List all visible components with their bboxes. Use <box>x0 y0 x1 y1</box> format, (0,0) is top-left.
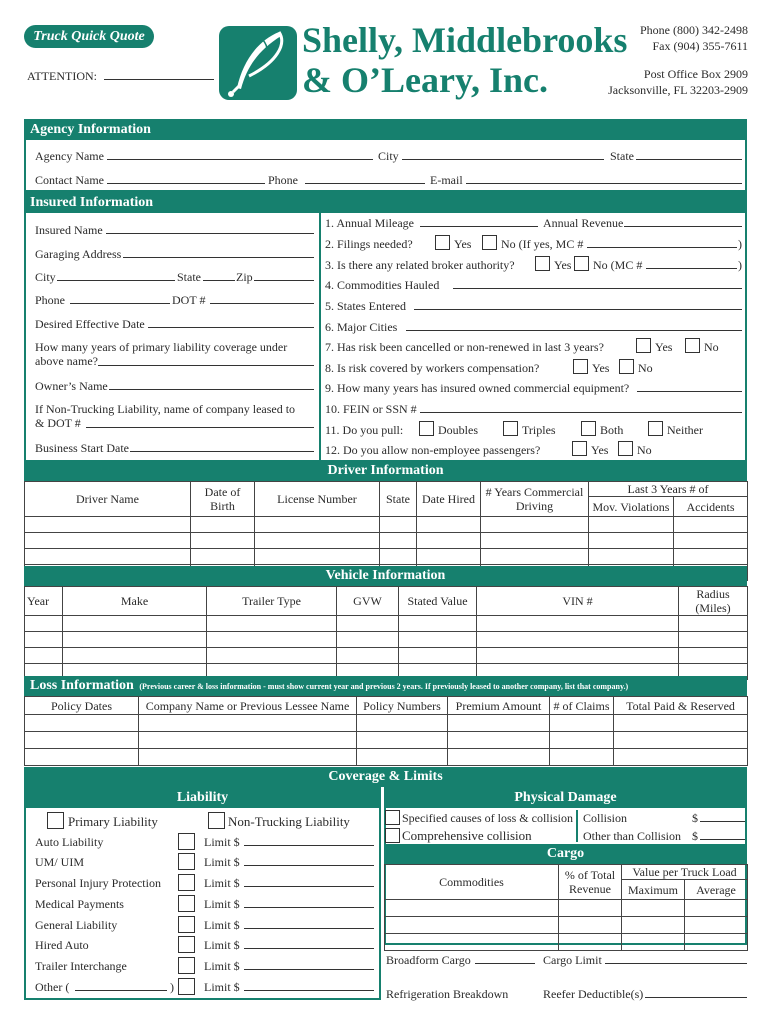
loss-table <box>24 696 748 766</box>
q9-field[interactable] <box>637 391 742 392</box>
q3-label: 3. Is there any related broker authority? <box>325 258 515 272</box>
general-liability-limit-field[interactable] <box>244 928 374 929</box>
loss-col-dates: Policy Dates <box>25 697 139 715</box>
agency-name-label: Agency Name <box>35 149 104 163</box>
insured-name-label: Insured Name <box>35 223 103 237</box>
other-field[interactable] <box>75 990 167 991</box>
insured-city-label: City <box>35 270 56 284</box>
cargo-col-value: Value per Truck Load <box>622 865 748 880</box>
agency-phone-label: Phone <box>268 173 298 187</box>
broadform-label: Broadform Cargo <box>386 953 471 967</box>
table-row[interactable] <box>25 749 748 766</box>
insured-title-bar: Insured Information <box>24 193 747 213</box>
q11-doubles-checkbox[interactable] <box>419 421 434 436</box>
vehicle-table <box>24 586 748 680</box>
driver-title-bar: Driver Information <box>24 461 747 481</box>
loss-col-premium: Premium Amount <box>448 697 550 715</box>
table-row[interactable] <box>25 732 748 749</box>
insured-city-field[interactable] <box>57 280 175 281</box>
driver-col-last3: Last 3 Years # of <box>589 482 748 497</box>
q8-no-checkbox[interactable] <box>619 359 634 374</box>
coverage-title-bar: Coverage & Limits <box>24 767 747 787</box>
auto-liability-limit-label: Limit $ <box>204 835 240 849</box>
other-limit-label: Limit $ <box>204 980 240 994</box>
quote-badge: Truck Quick Quote <box>24 25 154 48</box>
q8-yes-checkbox[interactable] <box>573 359 588 374</box>
agency-title-bar: Agency Information <box>24 120 747 140</box>
driver-col-hired: Date Hired <box>417 482 481 517</box>
pip-limit-field[interactable] <box>244 886 374 887</box>
q12-yes-label: Yes <box>591 443 609 457</box>
q1-label: 1. Annual Mileage <box>325 216 414 230</box>
pip-limit-label: Limit $ <box>204 876 240 890</box>
trailer-interchange-limit-field[interactable] <box>244 969 374 970</box>
q6-field[interactable] <box>406 330 742 331</box>
comprehensive-label: Comprehensive collision <box>402 828 532 843</box>
agency-state-label: State <box>610 149 634 163</box>
auto-liability-limit-field[interactable] <box>244 845 374 846</box>
q8-label: 8. Is risk covered by workers compensation? <box>325 361 540 375</box>
broadform-field[interactable] <box>475 963 535 964</box>
driver-col-years: # Years Commercial Driving <box>481 482 589 517</box>
reefer-deductible-label: Reefer Deductible(s) <box>543 987 644 1001</box>
cargo-col-commodities: Commodities <box>385 865 559 900</box>
contact-block: Phone (800) 342-2498 Fax (904) 355-7611 Post Office Box 2909 Jacksonville, FL 32203-2909 <box>608 23 748 97</box>
vehicle-title-bar: Vehicle Information <box>24 566 747 586</box>
driver-col-license: License Number <box>255 482 380 517</box>
general-liability-checkbox[interactable] <box>178 916 195 933</box>
physical-damage-title-bar: Physical Damage <box>384 788 747 808</box>
medical-limit-field[interactable] <box>244 907 374 908</box>
insured-state-label: State <box>177 270 201 284</box>
q2-yes-label: Yes <box>454 237 472 251</box>
q2-mc-field[interactable] <box>587 247 737 248</box>
cargo-col-average: Average <box>685 880 748 900</box>
loss-col-company: Company Name or Previous Lessee Name <box>139 697 357 715</box>
collision-dollar: $ <box>692 811 698 825</box>
owners-name-field[interactable] <box>109 389 314 390</box>
um-uim-limit-field[interactable] <box>244 865 374 866</box>
q11-neither-label: Neither <box>667 423 703 437</box>
garaging-address-field[interactable] <box>123 257 314 258</box>
insured-phone-label: Phone <box>35 293 65 307</box>
insured-name-field[interactable] <box>106 233 314 234</box>
driver-col-accidents: Accidents <box>674 497 748 517</box>
loss-note: (Previous career & loss information - must show current year and previous 2 years. If previously leased to another company, list that company.) <box>139 682 629 691</box>
q8-yes-label: Yes <box>592 361 610 375</box>
q12-no-label: No <box>637 443 652 457</box>
q7-no-checkbox[interactable] <box>685 338 700 353</box>
loss-col-paid: Total Paid & Reserved <box>614 697 748 715</box>
q11-triples-label: Triples <box>522 423 556 437</box>
q11-triples-checkbox[interactable] <box>503 421 518 436</box>
specified-causes-label: Specified causes of loss & collision <box>402 811 573 825</box>
non-trucking-label: If Non-Trucking Liability, name of company leased to & DOT # <box>35 402 296 430</box>
q2-no-checkbox[interactable] <box>482 235 497 250</box>
agency-city-field[interactable] <box>402 159 604 160</box>
medical-limit-label: Limit $ <box>204 897 240 911</box>
q3-no-label: No (MC # <box>593 258 643 272</box>
q2-close: ) <box>738 237 742 251</box>
general-liability-limit-label: Limit $ <box>204 918 240 932</box>
q2-label: 2. Filings needed? <box>325 237 413 251</box>
q12-yes-checkbox[interactable] <box>572 441 587 456</box>
table-row[interactable] <box>385 934 748 951</box>
q9-label: 9. How many years has insured owned commercial equipment? <box>325 381 630 395</box>
vehicle-col-value: Stated Value <box>399 587 477 616</box>
q12-label: 12. Do you allow non-employee passengers? <box>325 443 541 457</box>
q7-yes-label: Yes <box>655 340 673 354</box>
insured-phone-field[interactable] <box>70 303 170 304</box>
trailer-interchange-limit-label: Limit $ <box>204 959 240 973</box>
q5-field[interactable] <box>414 309 742 310</box>
refrigeration-label: Refrigeration Breakdown <box>386 987 509 1001</box>
quill-feather-icon <box>219 26 297 100</box>
business-start-field[interactable] <box>130 451 314 452</box>
q11-both-checkbox[interactable] <box>581 421 596 436</box>
q1-mileage-field[interactable] <box>420 226 538 227</box>
auto-liability-label: Auto Liability <box>35 835 104 849</box>
vehicle-col-make: Make <box>63 587 207 616</box>
primary-liability-checkbox[interactable] <box>47 812 64 829</box>
general-liability-label: General Liability <box>35 918 118 932</box>
q1-revenue-label: Annual Revenue <box>543 216 624 230</box>
table-row[interactable] <box>385 900 748 917</box>
um-uim-checkbox[interactable] <box>178 853 195 870</box>
q3-yes-label: Yes <box>554 258 572 272</box>
collision-field[interactable] <box>700 821 745 822</box>
reefer-deductible-field[interactable] <box>645 997 747 998</box>
specified-causes-checkbox[interactable] <box>385 810 400 825</box>
table-row[interactable] <box>25 715 748 732</box>
other-label: Other ( <box>35 980 70 994</box>
trailer-interchange-checkbox[interactable] <box>178 957 195 974</box>
agency-email-label: E-mail <box>430 173 463 187</box>
years-coverage-label: How many years of primary liability coverage under above name? <box>35 340 288 368</box>
trailer-interchange-label: Trailer Interchange <box>35 959 127 973</box>
q6-label: 6. Major Cities <box>325 320 398 334</box>
um-uim-limit-label: Limit $ <box>204 855 240 869</box>
non-trucking-liability-label: Non-Trucking Liability <box>228 814 350 829</box>
vehicle-col-gvw: GVW <box>337 587 399 616</box>
q10-label: 10. FEIN or SSN # <box>325 402 417 416</box>
owners-name-label: Owner’s Name <box>35 379 108 393</box>
q3-close: ) <box>738 258 742 272</box>
attention-field[interactable] <box>104 79 214 80</box>
driver-col-violations: Mov. Violations <box>589 497 674 517</box>
agency-email-field[interactable] <box>466 183 742 184</box>
driver-col-dob: Date of Birth <box>191 482 255 517</box>
loss-col-policy: Policy Numbers <box>357 697 448 715</box>
insured-state-field[interactable] <box>203 280 235 281</box>
q10-field[interactable] <box>420 412 742 413</box>
hired-auto-label: Hired Auto <box>35 938 89 952</box>
contact-name-label: Contact Name <box>35 173 104 187</box>
table-row[interactable] <box>25 632 748 648</box>
q4-label: 4. Commodities Hauled <box>325 278 440 292</box>
non-trucking-checkbox[interactable] <box>208 812 225 829</box>
loss-title-bar: Loss Information (Previous career & loss information - must show current year and previous 2 years. If previously leased to another company, list that company.) <box>24 676 747 696</box>
q11-both-label: Both <box>600 423 624 437</box>
cargo-table <box>384 864 748 951</box>
q11-neither-checkbox[interactable] <box>648 421 663 436</box>
q12-no-checkbox[interactable] <box>618 441 633 456</box>
q4-field[interactable] <box>453 288 742 289</box>
liability-title-bar: Liability <box>24 788 381 808</box>
table-row[interactable] <box>385 917 748 934</box>
insured-divider <box>319 213 321 462</box>
comprehensive-checkbox[interactable] <box>385 828 400 843</box>
insured-dot-field[interactable] <box>210 303 314 304</box>
agency-phone-field[interactable] <box>305 183 425 184</box>
q3-yes-checkbox[interactable] <box>535 256 550 271</box>
insured-zip-label: Zip <box>236 270 253 284</box>
table-row[interactable] <box>25 648 748 664</box>
collision-label: Collision <box>583 811 628 825</box>
years-coverage-field[interactable] <box>98 365 314 366</box>
medical-label: Medical Payments <box>35 897 124 911</box>
vehicle-col-trailer: Trailer Type <box>207 587 337 616</box>
cargo-col-maximum: Maximum <box>622 880 685 900</box>
q2-no-label: No (If yes, MC # <box>501 237 584 251</box>
other-close: ) <box>170 980 174 994</box>
effective-date-label: Desired Effective Date <box>35 317 145 331</box>
agency-name-field[interactable] <box>107 159 373 160</box>
table-row[interactable] <box>25 616 748 632</box>
um-uim-label: UM/ UIM <box>35 855 85 869</box>
vehicle-col-radius: Radius (Miles) <box>679 587 748 616</box>
effective-date-field[interactable] <box>148 327 314 328</box>
garaging-address-label: Garaging Address <box>35 247 122 261</box>
table-row[interactable] <box>25 517 748 533</box>
hired-auto-limit-field[interactable] <box>244 948 374 949</box>
hired-auto-limit-label: Limit $ <box>204 938 240 952</box>
q7-yes-checkbox[interactable] <box>636 338 651 353</box>
business-start-label: Business Start Date <box>35 441 129 455</box>
contact-name-field[interactable] <box>107 183 265 184</box>
vehicle-col-year: Year <box>25 587 63 616</box>
auto-liability-checkbox[interactable] <box>178 833 195 850</box>
other-than-collision-field[interactable] <box>700 839 745 840</box>
insured-dot-label: DOT # <box>172 293 206 307</box>
cargo-limit-label: Cargo Limit <box>543 953 602 967</box>
other-checkbox[interactable] <box>178 978 195 995</box>
q3-mc-field[interactable] <box>646 268 737 269</box>
non-trucking-field[interactable] <box>86 427 314 428</box>
q5-label: 5. States Entered <box>325 299 406 313</box>
q11-doubles-label: Doubles <box>438 423 478 437</box>
table-row[interactable] <box>25 533 748 549</box>
q2-yes-checkbox[interactable] <box>435 235 450 250</box>
other-than-collision-label: Other than Collision <box>583 829 681 843</box>
hired-auto-checkbox[interactable] <box>178 936 195 953</box>
other-limit-field[interactable] <box>244 990 374 991</box>
q7-no-label: No <box>704 340 719 354</box>
q3-no-checkbox[interactable] <box>574 256 589 271</box>
driver-col-name: Driver Name <box>25 482 191 517</box>
q11-label: 11. Do you pull: <box>325 423 404 437</box>
medical-checkbox[interactable] <box>178 895 195 912</box>
agency-state-field[interactable] <box>636 159 742 160</box>
q7-label: 7. Has risk been cancelled or non-renewed in last 3 years? <box>325 340 604 354</box>
pip-label: Personal Injury Protection <box>35 876 161 890</box>
q8-no-label: No <box>638 361 653 375</box>
loss-col-claims: # of Claims <box>550 697 614 715</box>
vehicle-col-vin: VIN # <box>477 587 679 616</box>
company-name: Shelly, Middlebrooks & O’Leary, Inc. <box>302 20 628 100</box>
cargo-title-bar: Cargo <box>384 844 747 864</box>
physical-divider <box>576 810 578 842</box>
cargo-limit-field[interactable] <box>605 963 747 964</box>
pip-checkbox[interactable] <box>178 874 195 891</box>
agency-city-label: City <box>378 149 399 163</box>
table-row[interactable] <box>25 549 748 565</box>
insured-zip-field[interactable] <box>254 280 314 281</box>
other-than-collision-dollar: $ <box>692 829 698 843</box>
q1-revenue-field[interactable] <box>624 226 742 227</box>
cargo-col-pct: % of Total Revenue <box>559 865 622 900</box>
attention-label: ATTENTION: <box>27 69 97 83</box>
driver-col-state: State <box>380 482 417 517</box>
primary-liability-label: Primary Liability <box>68 814 158 829</box>
company-logo <box>219 26 297 100</box>
